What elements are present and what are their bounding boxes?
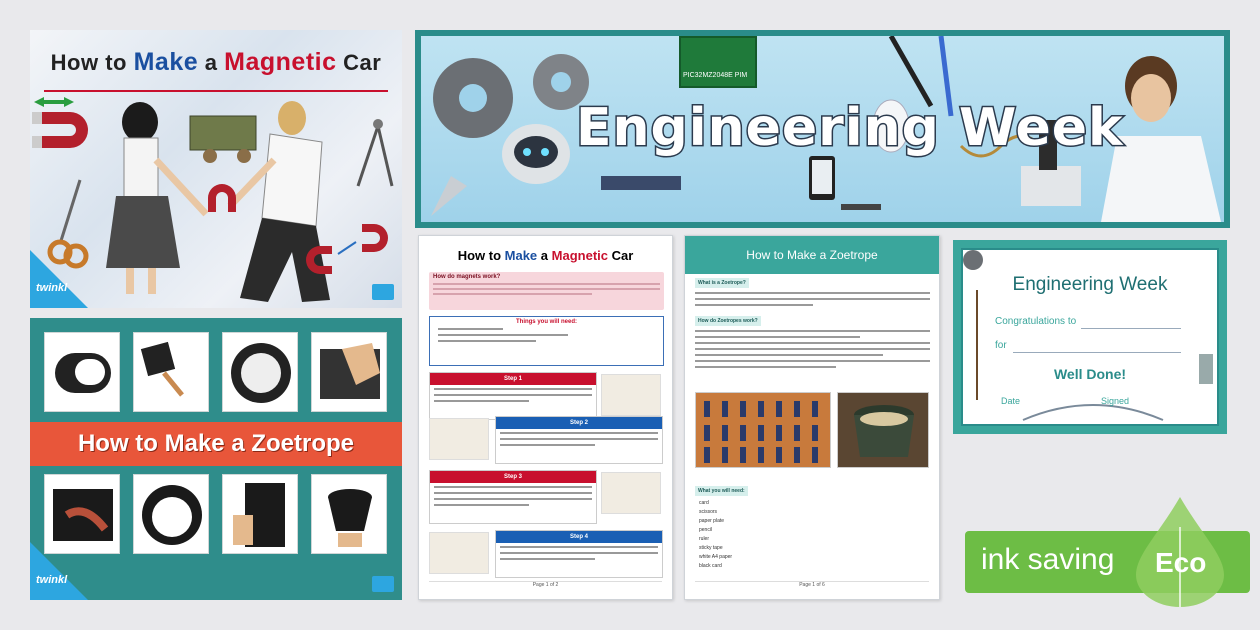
- chip-label: PIC32MZ2048E PIM: [683, 72, 748, 79]
- zoetrope-strip-image: [695, 392, 831, 468]
- worksheet-title: [419, 248, 672, 263]
- list-item: black card: [699, 563, 722, 569]
- card-square-icon: [134, 333, 210, 413]
- paragraph: [695, 292, 930, 310]
- well-done-text: Well Done!: [1053, 366, 1127, 382]
- rocket-icon: [431, 176, 467, 216]
- engineering-certificate: [953, 240, 1227, 434]
- signed-label: Signed: [1101, 396, 1130, 406]
- robot-icon: [502, 124, 570, 184]
- materials-list: [699, 500, 732, 572]
- publisher-logo-icon: [372, 576, 394, 592]
- list-item: pencil: [699, 527, 713, 533]
- title-word: How to: [50, 50, 127, 75]
- zoetrope-worksheet: [684, 235, 940, 600]
- smartphone-icon: [809, 156, 835, 200]
- title-word: a: [540, 248, 549, 263]
- gear-icon: [433, 58, 513, 138]
- title-word: a: [204, 50, 218, 75]
- question-box: [429, 272, 664, 310]
- zoetrope-photo: [837, 392, 929, 468]
- step-image-tile: [44, 332, 120, 412]
- step-image: [601, 374, 661, 416]
- twinkl-logo: twinkl: [36, 282, 68, 294]
- twinkl-corner: [30, 542, 88, 600]
- step-image-tile: [222, 474, 298, 554]
- reason-line: [1013, 352, 1181, 353]
- twinkl-corner: [30, 250, 88, 308]
- section-heading: What you will need:: [695, 486, 748, 496]
- banner-inner: [421, 36, 1224, 222]
- eco-word: Eco: [1155, 547, 1207, 578]
- list-item: paper plate: [699, 518, 725, 524]
- step-image-tile: [222, 332, 298, 412]
- step-text-box: [429, 470, 597, 524]
- step-image: [429, 418, 489, 460]
- step-row: [429, 372, 664, 420]
- step-image: [601, 472, 661, 514]
- materials-box: [429, 316, 664, 366]
- twinkl-logo: twinkl: [36, 574, 68, 586]
- step-text-box: [495, 416, 663, 464]
- certificate-body: [961, 248, 1219, 426]
- step-text-box: [429, 372, 597, 420]
- step-image-tile: [311, 474, 387, 554]
- zoetrope-poster: [30, 318, 402, 600]
- list-item: card: [699, 500, 709, 506]
- title-word: Magnetic: [224, 48, 337, 76]
- title-word: Car: [343, 50, 382, 75]
- name-line: [1081, 328, 1181, 329]
- paragraph: [695, 330, 930, 372]
- paper-plate-icon: [223, 333, 299, 413]
- step-heading: Step 3: [430, 471, 596, 483]
- banner-title: Engineering Week: [576, 98, 1124, 158]
- title-word: Magnetic: [551, 248, 608, 263]
- eco-label: ink saving: [981, 543, 1115, 576]
- held-magnet-icon: [208, 184, 236, 212]
- engineering-week-banner: [415, 30, 1230, 228]
- page-footer: Page 1 of 6: [695, 581, 929, 591]
- step-image-tile: [133, 474, 209, 554]
- title-word: How to: [457, 248, 502, 263]
- title-word: Make: [133, 48, 199, 76]
- step-row: [429, 530, 664, 578]
- step-heading: Step 4: [496, 531, 662, 543]
- drone-icon: [841, 204, 881, 210]
- gear-icon: [963, 250, 983, 270]
- step-heading: Step 1: [430, 373, 596, 385]
- title-word: Make: [504, 248, 538, 263]
- question-heading: How do magnets work?: [433, 274, 501, 280]
- arrow-icon: [34, 97, 74, 107]
- compass-tool-icon: [358, 119, 392, 186]
- list-item: ruler: [699, 536, 710, 542]
- publisher-logo-icon: [372, 284, 394, 300]
- magnet-pair-icon: [306, 224, 388, 274]
- slotted-card-icon: [223, 475, 299, 555]
- step-image: [429, 532, 489, 574]
- magnetic-car-worksheet: [418, 235, 673, 600]
- zoetrope-poster-title: How to Make a Zoetrope: [30, 422, 402, 466]
- step-row: [429, 416, 664, 464]
- title-word: Car: [611, 248, 634, 263]
- step-row: [429, 470, 664, 524]
- bridge-icon: [1023, 405, 1163, 420]
- congrats-label: Congratulations to: [995, 316, 1077, 327]
- circuit-chip-icon: [679, 36, 757, 88]
- materials-heading: Things you will need:: [515, 319, 577, 325]
- step-image-tile: [133, 332, 209, 412]
- zoetrope-drum-icon: [134, 475, 210, 555]
- worksheet-title: How to Make a Zoetrope: [685, 236, 939, 274]
- section-heading: What is a Zoetrope?: [695, 278, 749, 288]
- for-label: for: [995, 340, 1007, 351]
- finished-zoetrope-icon: [312, 475, 388, 555]
- step-image-tile: [311, 332, 387, 412]
- list-item: sticky tape: [699, 545, 723, 551]
- toy-car-icon: [190, 116, 256, 163]
- solar-satellite-icon: [601, 176, 681, 190]
- magnetic-car-poster: [30, 30, 402, 308]
- step-heading: Step 2: [496, 417, 662, 429]
- list-item: scissors: [699, 509, 718, 515]
- certificate-title: Engineering Week: [1012, 274, 1168, 295]
- horseshoe-magnet-icon: [32, 112, 88, 148]
- zoetrope-strip-icon: [45, 333, 121, 413]
- cutting-card-icon: [312, 333, 388, 413]
- list-item: white A4 paper: [699, 554, 733, 560]
- page-footer: Page 1 of 2: [429, 581, 662, 591]
- section-heading: How do Zoetropes work?: [695, 316, 761, 326]
- step-text-box: [495, 530, 663, 578]
- date-label: Date: [1001, 396, 1021, 406]
